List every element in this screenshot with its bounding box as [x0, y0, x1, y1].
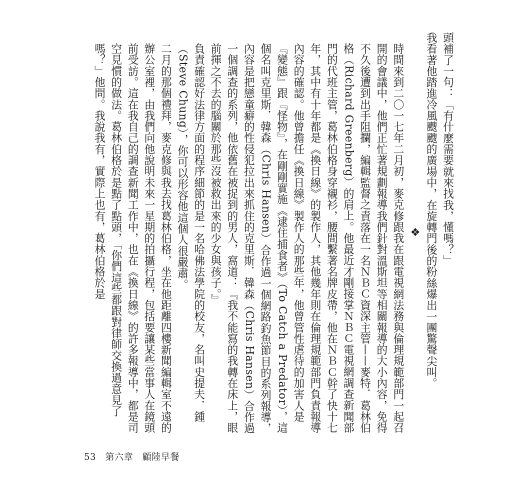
- quote-line-2: 我看著他踏進冷風颼颼的廣場中，在旋轉門後的粉絲爆出一團驚聲尖叫。: [425, 32, 439, 389]
- chapter-title: 顧陸早餐: [142, 453, 180, 463]
- body-paragraph-1: 時間來到二〇一七年二月初，麥克修跟我在跟電視網法務與倫理規範部門一起召開的會議中，他們正忙著規劃報導我們針對溫斯坦等相關報導的大小內容，免得不久後遭到出手阻攔，編輯監督之責落在一名ＮＢＣ資深主管——麥特．葛林伯格（Richard Greenberg）的肩上。他最近才剛接掌ＮＢＣ電視網調查新聞部門的代班主管，葛林伯格身穿襯衫，腰間繫著名牌皮帶，他在ＮＢＣ幹了快十七年，其中有十年都是《換日線》的製作人，其他幾年則在倫理規範部門負責報導內容的確認。他曾擔任《換日線》製作人的那些年，他曾管性虐待的加害人是『變態』跟『怪物』，在剛剛實施《逮住捕食者》（To Catch a Predator），這個名叫克里斯．韓森（Chris Hansen）合作過一個網路釣魚節目的系列報導，內容是把戀童癖的性侵犯拉出來抓住的克里斯．韓森（Chris Hansen）合作過一個調查的系列，他依舊在被捉到的男人，窩道：『我不能寫的我轉在床上，眼前揮之不去的腦關於那些沒被救出來的少女與孩子。』: [209, 43, 406, 434]
- vertical-text-body: [64, 32, 456, 434]
- body-paragraph-3: 二月的那個禮拜，麥克修與我去找葛林伯格，坐在他距離四樓新聞編輯室不遠的辦公室裡，由我們向他說明未來一星期的拍攝行程，包括要讓某些當事人在鏡頭前受訪。這在我自己的調查新聞工作中，也在《換日線》的許多報導中，都是司空見慣的做法。葛林伯格於是點了點頭，「你們這些都跟對律師交換過意見了嗎？」他問。我說我有，實際上也有，葛林伯格於是: [93, 43, 173, 434]
- section-ornament-icon: ❖: [408, 226, 422, 240]
- page-number: 53: [84, 453, 97, 463]
- body-paragraph-2: 負責確認好法律方面的程序細節的是一名哈佛法學院的校友，名叫史提夫．鍾（Steve Chung），你可以形容他這個人很嚴肅。: [176, 43, 207, 423]
- chapter-label: 第六章: [105, 453, 134, 463]
- quote-line-1: 頭補了一句：「有什麼需要就來找我，懂嗎？」: [442, 32, 455, 267]
- page-footer: [84, 450, 186, 463]
